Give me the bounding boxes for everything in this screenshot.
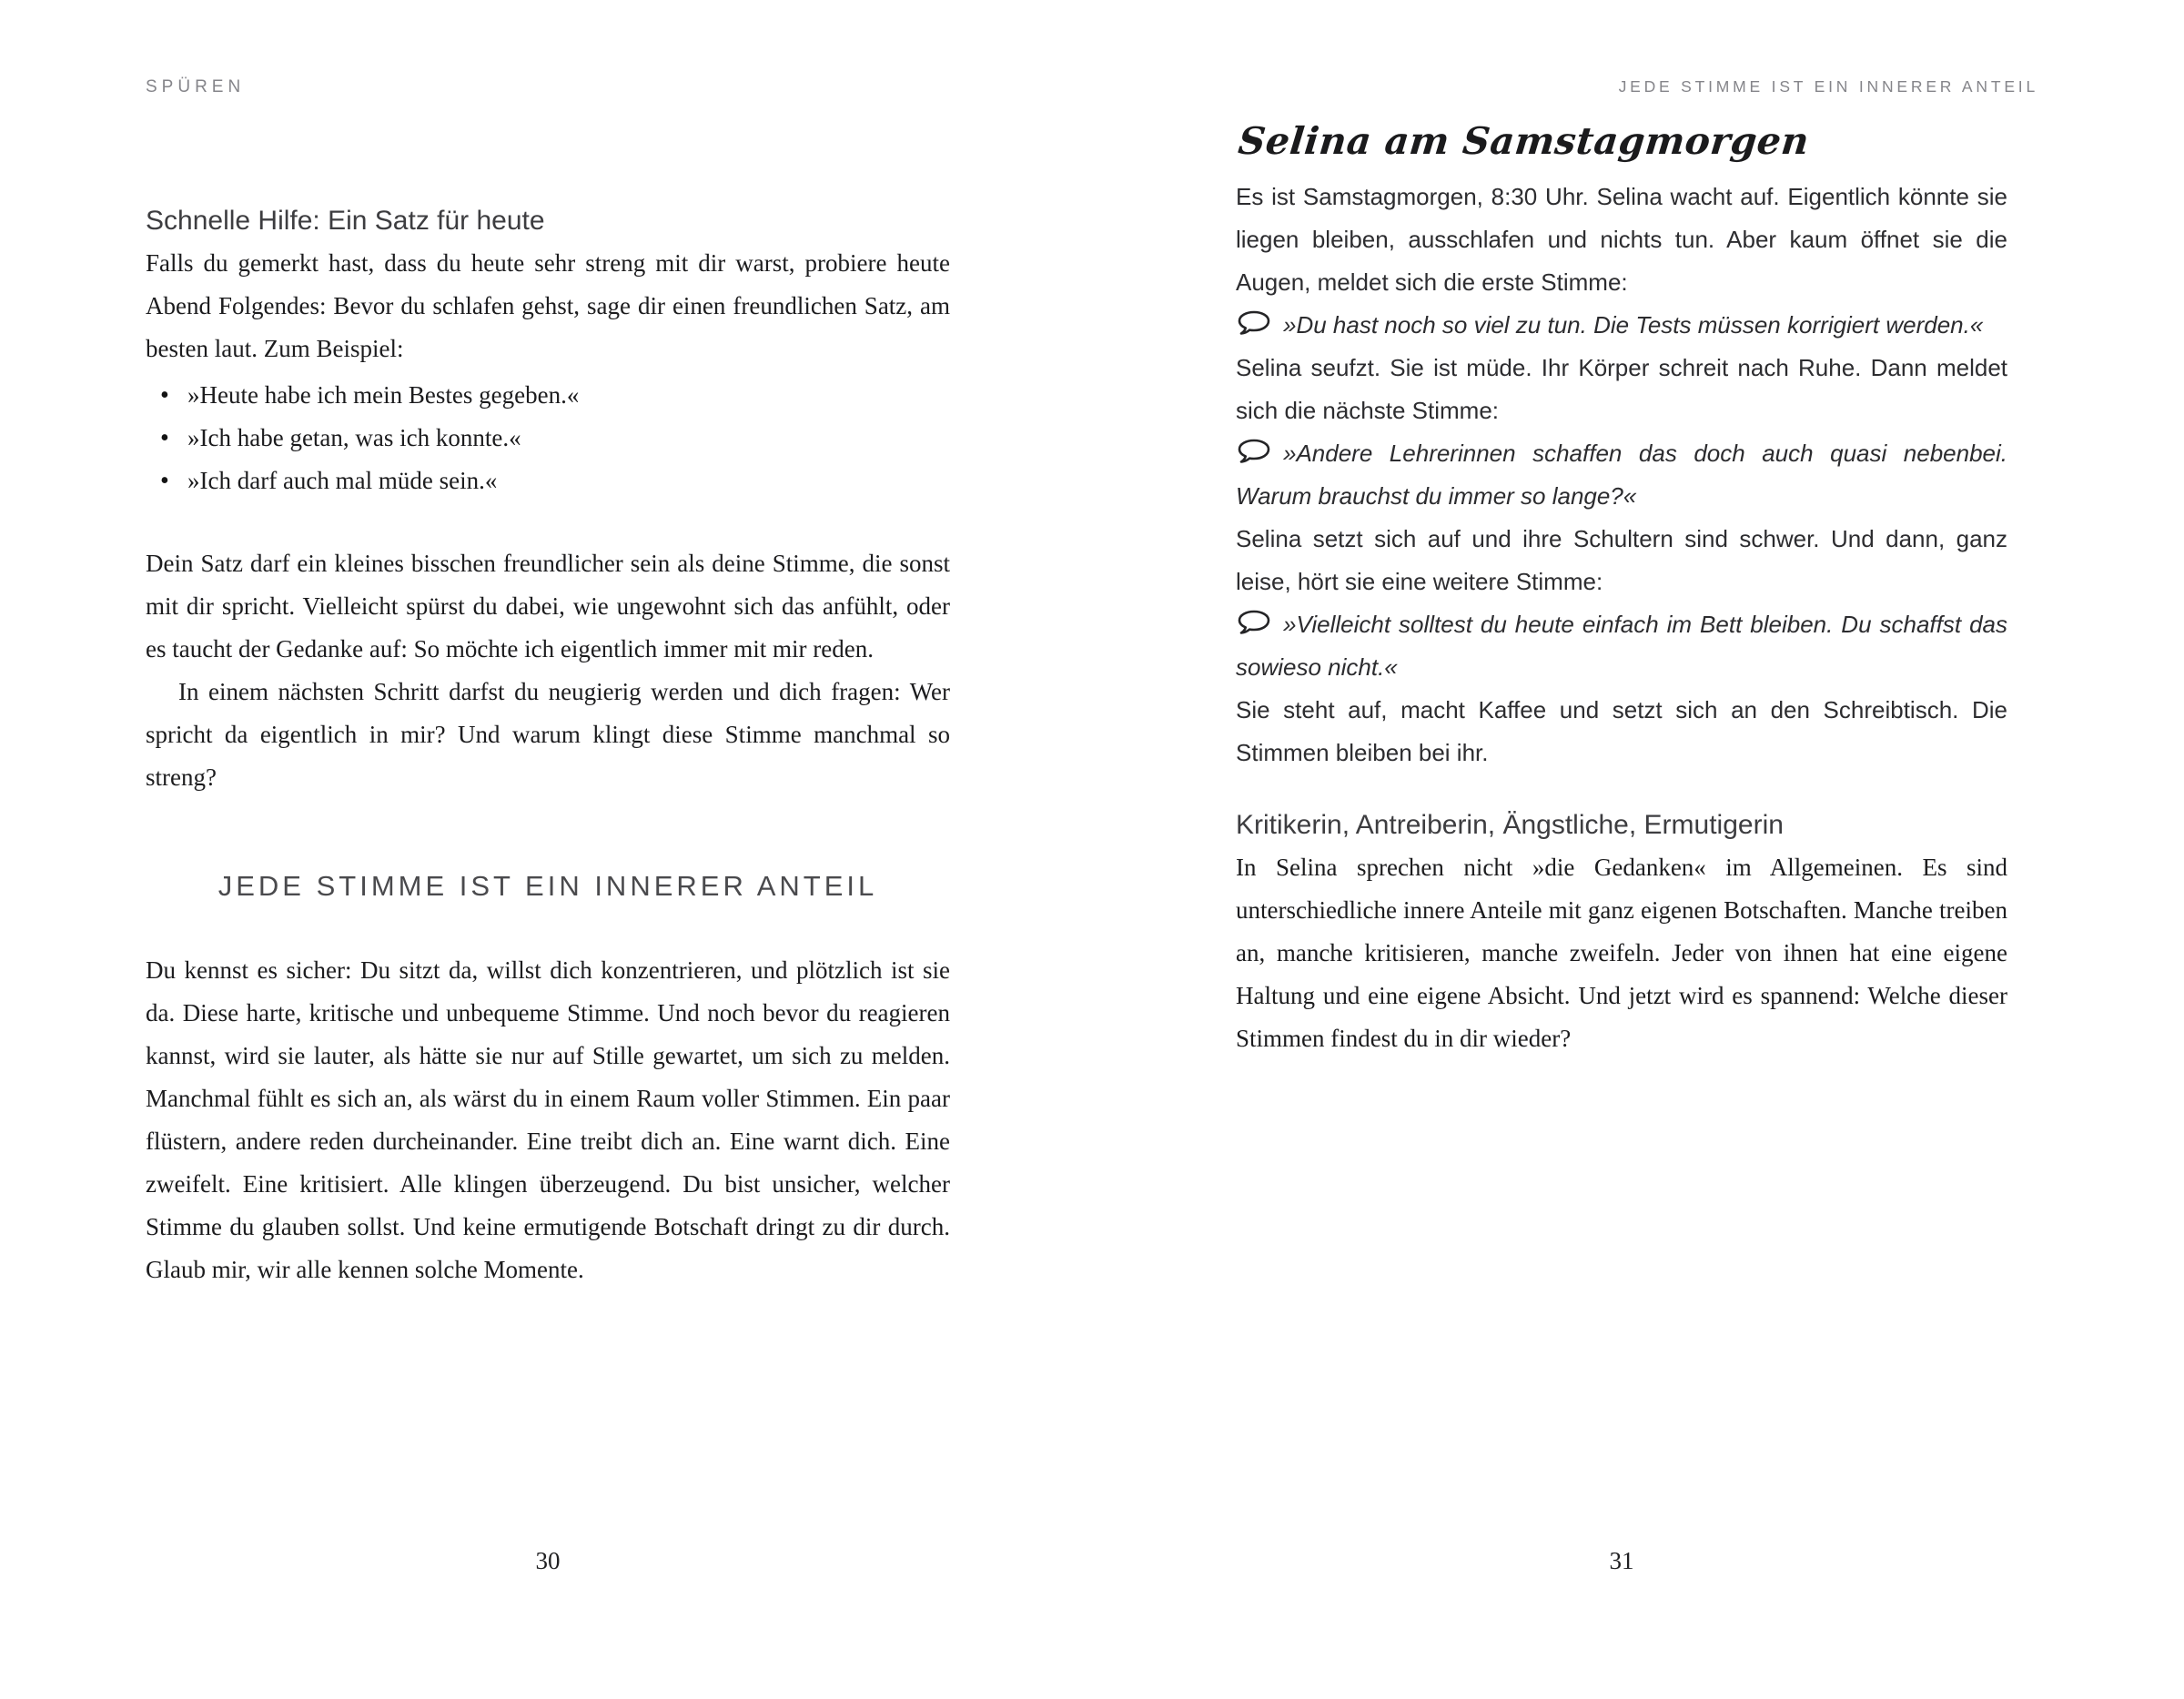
running-head-left: SPÜREN	[146, 77, 246, 96]
speech-bubble-icon	[1236, 309, 1270, 337]
chapter-intro-paragraph: Du kennst es sicher: Du sitzt da, willst dich konzentrieren, und plötzlich ist sie da. Diese harte, kritische und unbequeme Stimme. Und noch bevor du reagieren kannst, wird sie lauter, als hätte sie nur auf Stille gewartet, um sich zu melden. Manchmal fühlt es sich an, als wärst du in einem Raum voller Stimmen. Ein paar flüstern, andere reden durcheinander. Eine treibt dich an. Eine warnt dich. Eine zweifelt. Eine kritisiert. Alle klingen überzeugend. Du bist unsicher, welcher Stimme du glauben sollst. Und keine ermutigende Botschaft dringt zu dir durch. Glaub mir, wir alle kennen solche Momente.	[146, 956, 950, 1283]
page-left-content	[146, 199, 950, 1291]
page-right-content	[1236, 116, 2007, 1060]
speech-bubble-icon	[1236, 609, 1270, 636]
story-paragraph-sigh: Selina seufzt. Sie ist müde. Ihr Körper schreit nach Ruhe. Dann meldet sich die nächste Stimme:	[1236, 354, 2007, 424]
page-right	[1236, 77, 2007, 1060]
parts-section-paragraph: In Selina sprechen nicht »die Gedanken« im Allgemeinen. Es sind unterschiedliche innere Anteile mit ganz eigenen Botschaften. Manche treiben an, manche kritisieren, manche zweifeln. Jeder von ihnen hat eine eigene Haltung und eine eigene Absicht. Und jetzt wird es spannend: Welche dieser Stimmen findest du in dir wieder?	[1236, 854, 2007, 1052]
quick-help-intro: Falls du gemerkt hast, dass du heute sehr streng mit dir warst, probiere heute Abend Folgendes: Bevor du schlafen gehst, sage dir einen freundlichen Satz, am besten laut. Zum Beispiel:	[146, 249, 950, 362]
page-number-left: 30	[535, 1547, 561, 1574]
running-head-right: JEDE STIMME IST EIN INNERER ANTEIL	[1618, 77, 2038, 96]
parts-section-heading: Kritikerin, Antreiberin, Ängstliche, Ermutigerin	[1236, 810, 1784, 840]
story-heading: Selina am Samstagmorgen	[1236, 119, 1812, 163]
affirmation-bullet: • »Heute habe ich mein Bestes gegeben.«	[146, 374, 950, 417]
affirmation-bullet: • »Ich darf auch mal müde sein.«	[146, 460, 950, 502]
page-number-right: 31	[1609, 1547, 1634, 1574]
speech-bubble-icon	[1236, 438, 1270, 465]
paragraph-next-step: In einem nächsten Schritt darfst du neugierig werden und dich fragen: Wer spricht da eigentlich in mir? Und warum klingt diese Stimme manchmal so streng?	[146, 678, 950, 791]
voice-quote-text: »Du hast noch so viel zu tun. Die Tests müssen korrigiert werden.«	[1283, 311, 1984, 339]
story-paragraph-intro: Es ist Samstagmorgen, 8:30 Uhr. Selina wacht auf. Eigentlich könnte sie liegen bleiben, ausschlafen und nichts tun. Aber kaum öffnet sie die Augen, meldet sich die erste Stimme:	[1236, 183, 2007, 296]
story-paragraph-sits-up: Selina setzt sich auf und ihre Schultern sind schwer. Und dann, ganz leise, hört sie eine weitere Stimme:	[1236, 525, 2007, 595]
voice-quote-text: »Vielleicht solltest du heute einfach im Bett bleiben. Du schaffst das sowieso nicht.«	[1236, 611, 2007, 681]
voice-quote-block	[1236, 304, 2007, 347]
voice-quote-block	[1236, 432, 2007, 518]
chapter-heading: JEDE STIMME IST EIN INNERER ANTEIL	[217, 870, 878, 902]
voice-quote-block	[1236, 603, 2007, 689]
voice-quote-text: »Andere Lehrerinnen schaffen das doch auch quasi nebenbei. Warum brauchst du immer so lange?«	[1236, 440, 2007, 510]
affirmation-bullet: • »Ich habe getan, was ich konnte.«	[146, 417, 950, 460]
paragraph-friendlier-sentence: Dein Satz darf ein kleines bisschen freundlicher sein als deine Stimme, die sonst mit dir spricht. Vielleicht spürst du dabei, wie ungewohnt sich das anfühlt, oder es taucht der Gedanke auf: So möchte ich eigentlich immer mit mir reden.	[146, 550, 950, 662]
story-paragraph-gets-up: Sie steht auf, macht Kaffee und setzt sich an den Schreibtisch. Die Stimmen bleiben bei ihr.	[1236, 696, 2007, 766]
quick-help-heading: Schnelle Hilfe: Ein Satz für heute	[146, 206, 545, 236]
page-left	[146, 77, 950, 1291]
affirmation-list	[146, 374, 950, 502]
